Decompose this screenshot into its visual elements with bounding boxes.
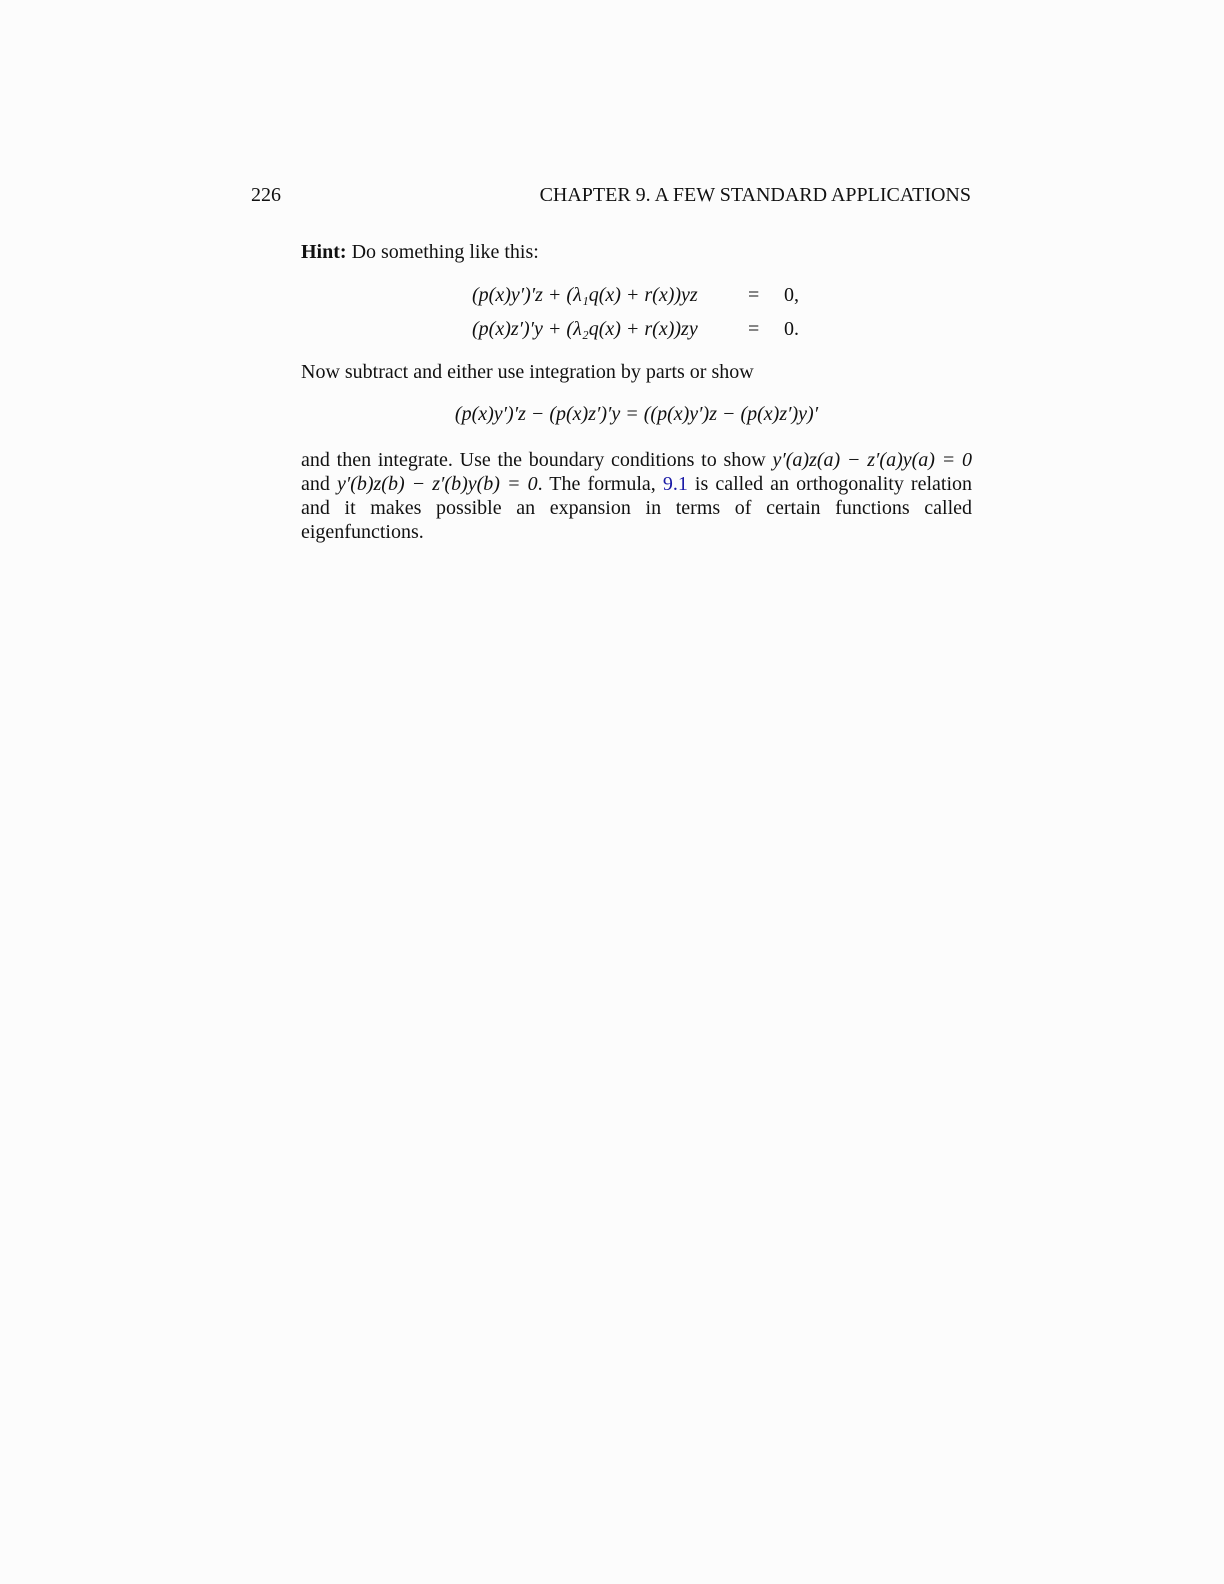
equation-1-rhs: 0, [784, 284, 799, 306]
formula-reference-link[interactable]: 9.1 [662, 473, 688, 495]
boundary-condition-a: y′(a)z(a) − z′(a)y(a) = 0 [772, 449, 972, 471]
paragraph-integrate-text-2: and [301, 473, 337, 495]
equation-2-lhs: (p(x)z′)′y + (λ₂q(x) + r(x))zy [472, 318, 698, 340]
equation-2-rhs: 0. [784, 318, 799, 340]
running-head: CHAPTER 9. A FEW STANDARD APPLICATIONS [539, 184, 971, 206]
hint-label: Hint: [301, 241, 347, 263]
paragraph-integrate [301, 448, 972, 544]
equation-1-relation: = [748, 284, 760, 306]
hint-paragraph [301, 240, 972, 264]
page-number: 226 [251, 184, 281, 206]
equation-1-lhs: (p(x)y′)′z + (λ₁q(x) + r(x))yz [472, 284, 698, 306]
paragraph-integrate-text-4: is called an orthogonality relation and it makes possible an expansion in terms of certain functions called eigenfunctions. [301, 473, 973, 543]
display-equation: (p(x)y′)′z − (p(x)z′)′y = ((p(x)y′)z − (p(x)z′)y)′ [454, 403, 819, 425]
boundary-condition-b: y′(b)z(b) − z′(b)y(b) = 0 [336, 473, 538, 495]
paragraph-subtract: Now subtract and either use integration by parts or show [301, 361, 754, 383]
hint-text: Do something like this: [346, 241, 539, 263]
paragraph-integrate-text-1: and then integrate. Use the boundary conditions to show [301, 449, 773, 471]
equation-2-relation: = [748, 318, 760, 340]
paragraph-integrate-text-3: . The formula, [537, 473, 663, 495]
